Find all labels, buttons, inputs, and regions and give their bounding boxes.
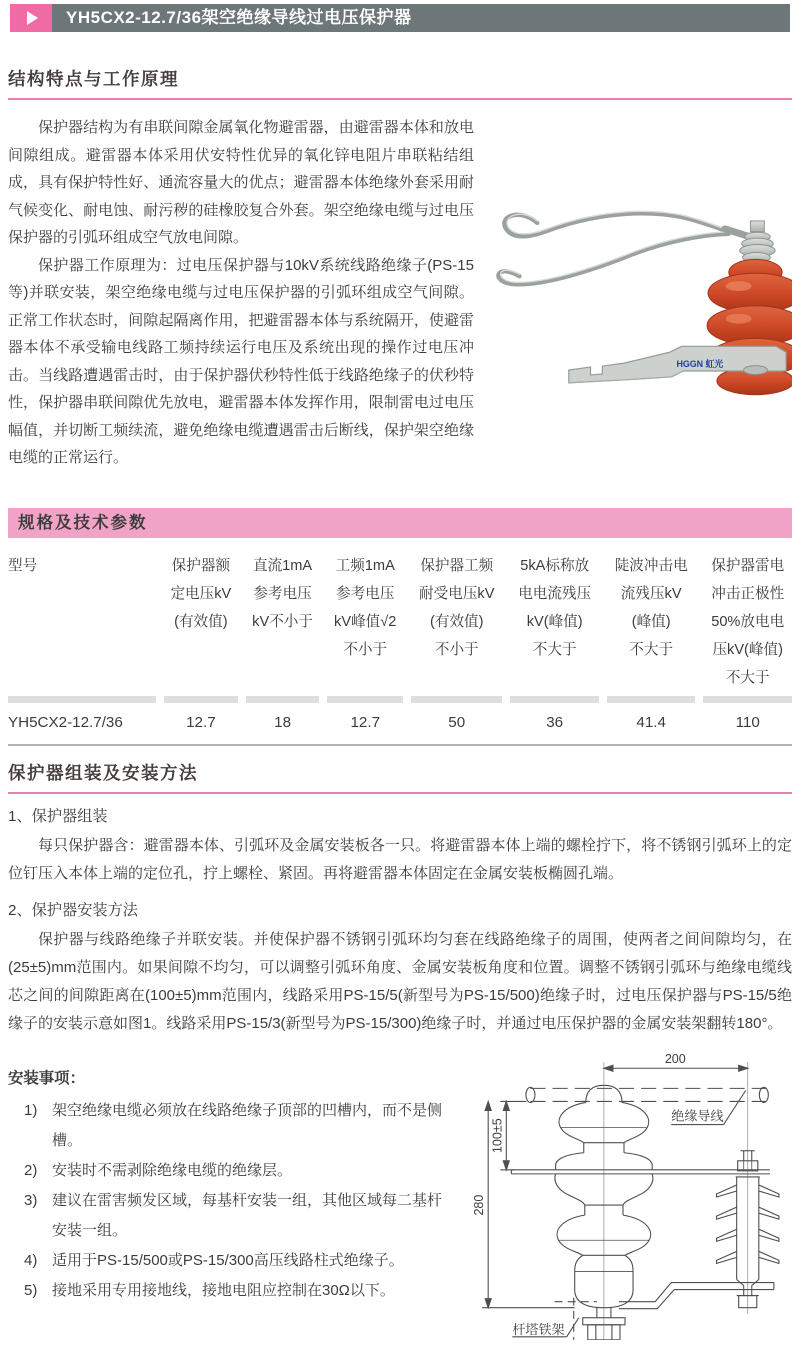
assembly-sub2-text: 保护器与线路绝缘子并联安装。并使保护器不锈钢引弧环均匀套在线路绝缘子的周围，使两者之间间隙均匀，在(25±5)mm范围内。如果间隙不均匀，可以调整引弧环角度、金属安装板角度和位置。调整不锈钢引弧环与绝缘电缆线芯之间的间隙距离在(100±5)mm范围内，线路采用PS-15/5(新型号为PS-15/500)绝缘子时，过电压保护器与PS-15/5绝缘子的安装示意如图1。线路采用PS-15/3(新型号为PS-15/300)绝缘子时，并通过电压保护器的金属安装架翻转180°。 [8, 930, 792, 1032]
cell-pf-1ma: 12.7 [327, 696, 403, 744]
cell-steep-residual: 41.4 [607, 696, 695, 744]
product-photo [474, 114, 792, 472]
assembly-sub1-text: 每只保护器含：避雷器本体、引弧环及金属安装板各一只。将避雷器本体上端的螺栓拧下，将不锈钢引弧环上的定位钉压入本体上端的定位孔，拧上螺栓、紧固。再将避雷器本体固定在金属安装板椭圆孔端。 [8, 836, 792, 882]
arrester-product-image [474, 175, 792, 411]
page-title: YH5CX2-12.7/36架空绝缘导线过电压保护器 [52, 4, 790, 32]
col-header-lightning-50: 保护器雷电 冲击正极性 50%放电电 压kV(峰值) 不大于 [711, 557, 785, 686]
col-header-rated-voltage: 保护器额 定电压kV (有效值) [170, 557, 232, 630]
specs-data-row [8, 696, 792, 744]
structure-section-heading: 结构特点与工作原理 [8, 66, 792, 100]
bottom-washer [744, 365, 768, 374]
play-triangle-icon [27, 11, 38, 25]
housing-highlight [726, 313, 752, 323]
note-item: 3) 建议在雷害频发区域，每基杆安装一组，其他区域每二基杆安装一组。 [24, 1191, 443, 1239]
col-header-5ka-residual: 5kA标称放 电电流残压 kV(峰值) 不大于 [518, 557, 592, 658]
dim-200-label: 200 [664, 1051, 686, 1066]
frame-label-leader [567, 1317, 579, 1336]
cell-5ka-residual: 36 [510, 696, 598, 744]
specs-header-row [8, 546, 792, 696]
specs-section-banner: 规格及技术参数 [8, 508, 792, 538]
col-header-pf-1ma: 工频1mA 参考电压 kV峰值√2 不小于 [334, 557, 397, 658]
cell-lightning-50: 110 [703, 696, 792, 744]
assembly-section-heading: 保护器组装及安装方法 [8, 760, 792, 794]
brand-logo: HGGN 虹光 [676, 358, 724, 369]
cell-rated-voltage: 12.7 [164, 696, 238, 744]
structure-paragraph-1: 保护器结构为有串联间隙金属氧化物避雷器，由避雷器本体和放电间隙组成。避雷器本体采用伏安特性优异的氧化锌电阻片串联粘结组成，具有保护特性好、通流容量大的优点；避雷器本体绝缘外套采用耐气候变化、耐电蚀、耐污秽的硅橡胶复合外套。架空绝缘电缆与过电压保护器的引弧环组成空气放电间隙。 [8, 119, 474, 246]
specs-table [0, 546, 800, 744]
assembly-sub1-title: 1、保护器组装 [8, 807, 108, 825]
note-item: 4) 适用于PS-15/500或PS-15/300高压线路柱式绝缘子。 [24, 1251, 404, 1269]
col-header-model: 型号 [8, 557, 38, 574]
conductor-end [526, 1087, 535, 1102]
conductor-label: 绝缘导线 [671, 1108, 724, 1124]
conductor-label-leader [724, 1090, 746, 1124]
frame-label: 杆塔铁架 [512, 1321, 565, 1337]
installation-diagram [456, 1048, 792, 1340]
arrester-red-housing [707, 259, 792, 394]
structure-paragraph-2: 保护器工作原理为：过电压保护器与10kV系统线路绝缘子(PS-15等)并联安装，架空绝缘电缆与过电压保护器的引弧环组成空气间隙。正常工作状态时，间隙起隔离作用，把避雷器本体与系统隔开，使避雷器本体不承受输电线路工频持续运行电压及系统出现的操作过电压冲击。当线路遭遇雷击时，由于保护器伏秒特性低于线路绝缘子的伏秒特性，保护器串联间隙优先放电，避雷器本体发挥作用，限制雷电过电压幅值，并切断工频续流，避免绝缘电缆遭遇雷击后断线，保护架空绝缘电缆的正常运行。 [8, 256, 474, 466]
arc-ring-wire [498, 213, 728, 284]
top-terminal-hardware [740, 221, 776, 262]
assembly-sub2-title: 2、保护器安装方法 [8, 901, 138, 919]
notes-title: 安装事项： [8, 1069, 85, 1087]
install-notes [8, 1064, 456, 1345]
note-item: 2) 安装时不需剥除绝缘电缆的绝缘层。 [24, 1161, 293, 1179]
crossarm [511, 1169, 770, 1173]
dim-280-label: 280 [472, 1194, 487, 1216]
conductor-lines [530, 1088, 765, 1101]
col-header-dc-1ma: 直流1mA 参考电压 kV不小于 [252, 557, 313, 630]
header-pink-tab [10, 4, 52, 32]
dim-100-label: 100±5 [490, 1117, 505, 1153]
structure-text-column [8, 114, 474, 472]
cell-model: YH5CX2-12.7/36 [8, 696, 156, 744]
note-item: 1) 架空绝缘电缆必须放在线路绝缘子顶部的凹槽内，而不是侧槽。 [24, 1101, 443, 1149]
conductor-end [759, 1087, 768, 1102]
cell-dc-1ma: 18 [246, 696, 320, 744]
col-header-pf-withstand: 保护器工频 耐受电压kV (有效值) 不小于 [419, 557, 495, 658]
cell-pf-withstand: 50 [411, 696, 502, 744]
bottom-area [8, 1051, 792, 1345]
note-item: 5) 接地采用专用接地线，接地电阻应控制在30Ω以下。 [24, 1281, 395, 1299]
structure-content [8, 114, 792, 472]
col-header-steep-residual: 陡波冲击电 流残压kV (峰值) 不大于 [614, 557, 688, 658]
page-header [10, 4, 790, 32]
table-bottom-rule [8, 744, 792, 746]
housing-highlight [726, 281, 752, 291]
installation-drawing [456, 1048, 792, 1345]
